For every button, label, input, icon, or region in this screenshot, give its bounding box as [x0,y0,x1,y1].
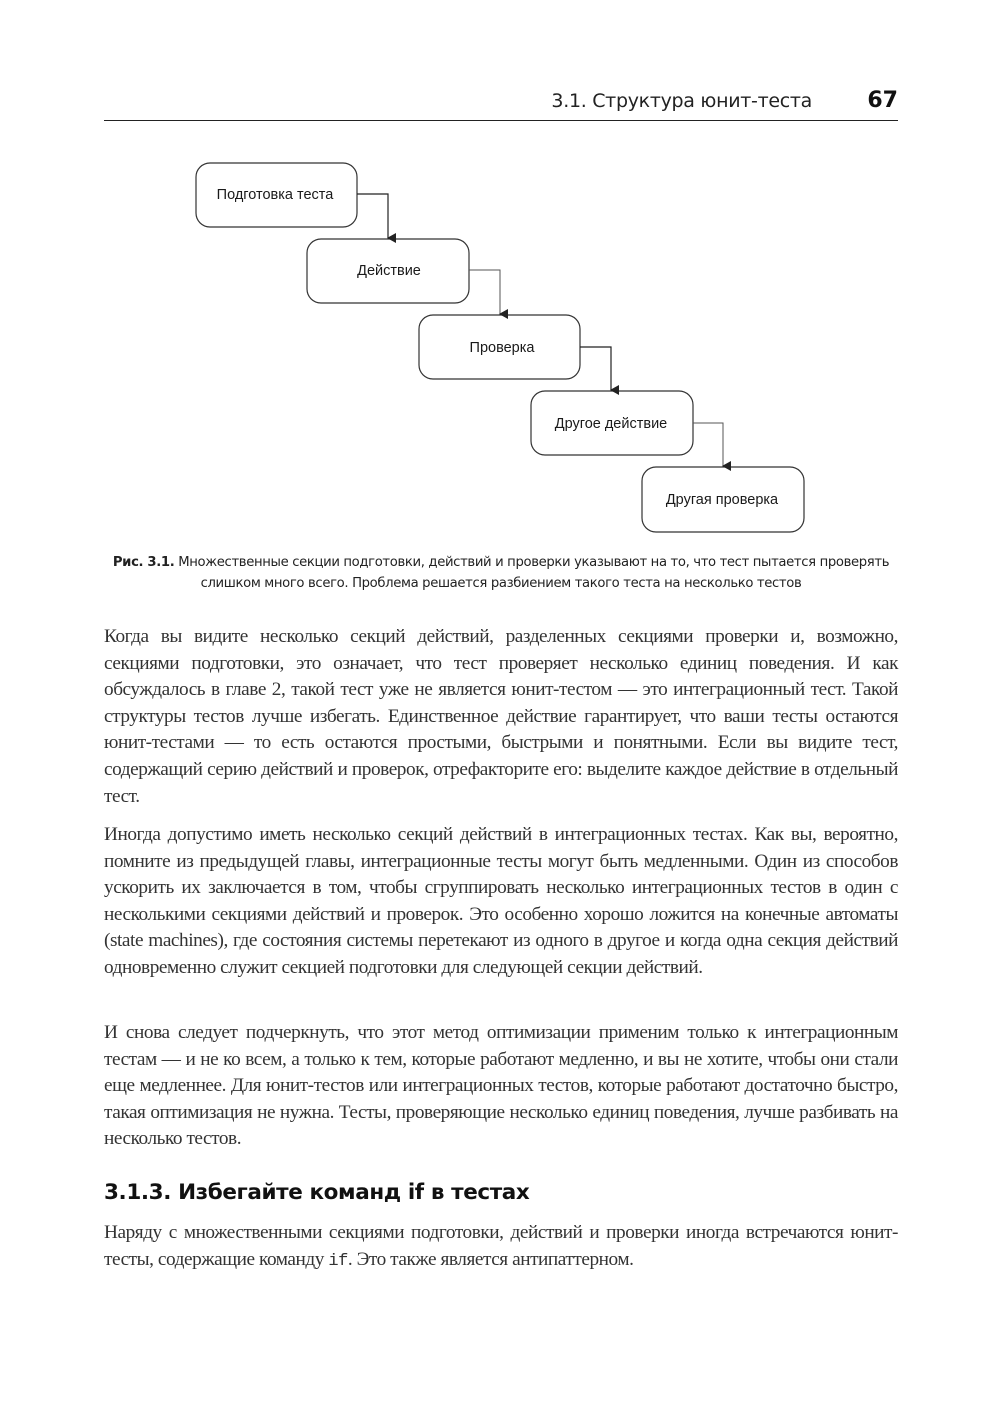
section-heading: 3.1.3. Избегайте команд if в тестах [104,1180,530,1205]
box-label: Другое действие [554,416,668,432]
paragraph: Иногда допустимо иметь несколько секций действий в интеграционных тестах. Как вы, вероятно, помните из предыдущей главы, интеграционные тесты могут быть медленными. Один из способов ускорить их заключается в том, чтобы сгруппировать несколько интеграционных тестов в один с несколькими секциями действий и проверок. Это особенно хорошо ложится на конечные автоматы (state machines), где состояния системы перетекают из одного в другое и когда одна секция действий одновременно служит секцией подготовки для следующей секции действий. [104,824,898,978]
connector-arrow [469,270,500,314]
diagram-box-assert [419,315,580,379]
box-label: Другая проверка [665,492,779,508]
connector-arrow [693,423,723,466]
paragraph: И снова следует подчеркнуть, что этот метод оптимизации применим только к интеграционным тестам — и не ко всем, а только к тем, которые работают медленно, и вы не хотите, чтобы они стали еще медленнее. Для юнит-тестов или интеграционных тестов, которые работают достаточно быстро, такая оптимизация не нужна. Тесты, проверяющие несколько единиц поведения, лучше разбивать на несколько тестов. [104,1022,898,1150]
figure-3-1-diagram [0,0,1000,545]
box-label: Действие [357,263,421,279]
connector-arrow [580,347,611,390]
paragraph [104,1220,898,1275]
diagram-box-another-act [531,391,693,455]
caption-label: Рис. 3.1. [112,555,175,570]
figure-caption [104,552,898,594]
diagram-box-another-assert [642,467,804,532]
caption-text: Множественные секции подготовки, действий и проверки указывают на то, что тест пытается проверять слишком много всего. Проблема решается разбиением такого теста на несколько тестов [174,555,890,591]
paragraph-text: . Это также является антипаттерном. [347,1248,634,1270]
box-label: Проверка [469,340,535,356]
connector-arrow [357,194,388,238]
diagram-box-setup [196,163,357,227]
running-title: 3.1. Структура юнит-теста [551,90,812,112]
diagram-box-act [307,239,469,303]
inline-code: if [328,1251,348,1271]
box-label: Подготовка теста [216,187,334,203]
paragraph-text: Наряду с множественными секциями подготовки, действий и проверки иногда встречаются юнит-тесты, содержащие команду [104,1222,898,1270]
page-number: 67 [867,88,898,113]
paragraph: Когда вы видите несколько секций действий, разделенных секциями проверки и, возможно, секциями подготовки, это означает, что тест проверяет несколько единиц поведения. И как обсуждалось в главе 2, такой тест уже не является юнит-тестом — это интеграционный тест. Такой структуры тестов лучше избегать. Единственное действие гарантирует, что ваши тесты остаются юнит-тестами — то есть остаются простыми, быстрыми и понятными. Если вы видите тест, содержащий серию действий и проверок, отрефакторите его: выделите каждое действие в отдельный тест. [104,626,898,807]
flow-diagram [0,0,1000,545]
